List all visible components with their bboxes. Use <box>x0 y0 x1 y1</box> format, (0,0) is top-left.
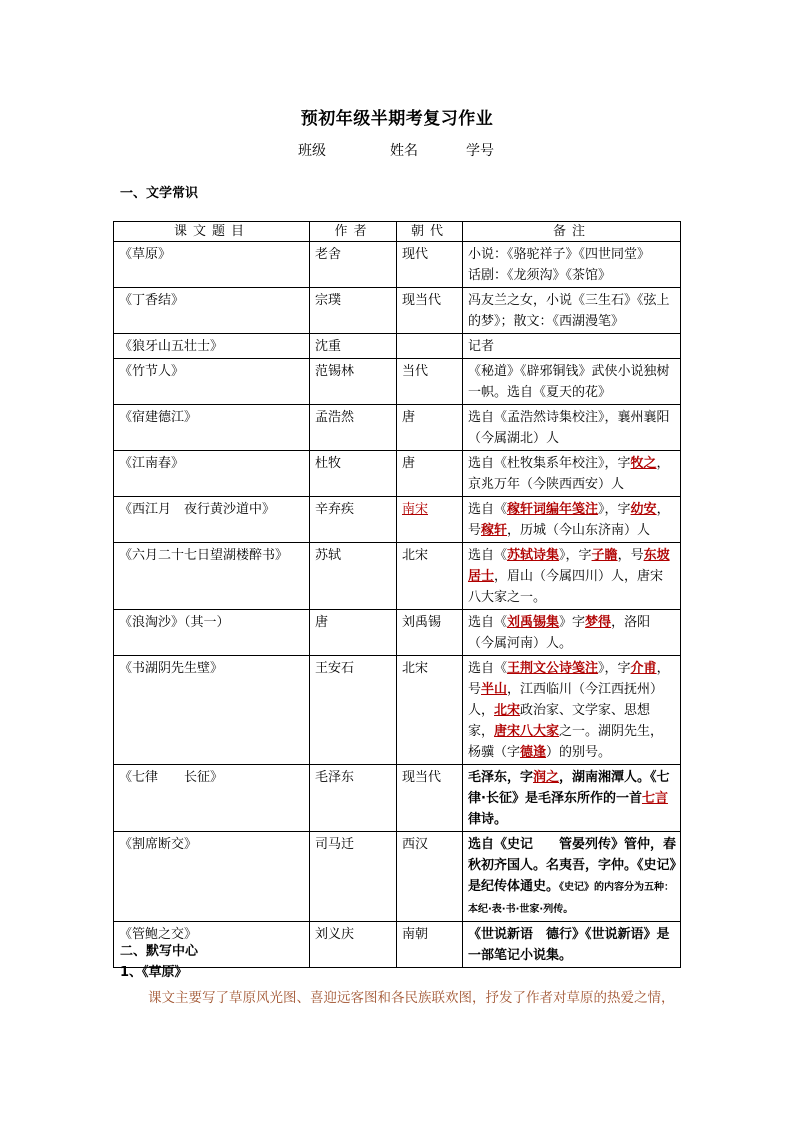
table-row <box>114 765 681 832</box>
cell-dynasty: 北宋 <box>397 656 463 765</box>
cell-note: 记者 <box>463 334 681 359</box>
table-row <box>114 922 681 968</box>
cell-dynasty: 西汉 <box>397 832 463 922</box>
cell-note: 冯友兰之女，小说《三生石》《弦上的梦》；散文：《西湖漫笔》 <box>463 288 681 334</box>
note-highlight: 幼安 <box>630 502 657 517</box>
header-author: 作者 <box>310 222 397 242</box>
cell-author: 范锡林 <box>310 359 397 405</box>
note-text: 毛泽东，字 <box>468 770 534 785</box>
note-highlight: 唐宋八大家 <box>494 724 560 739</box>
cell-note <box>463 451 681 497</box>
note-highlight: 刘禹锡集 <box>507 615 560 630</box>
class-label: 班级 <box>298 143 326 159</box>
table-row <box>114 832 681 922</box>
cell-title: 《草原》 <box>114 242 310 288</box>
summary-paragraph: 课文主要写了草原风光图、喜迎远客图和各民族联欢图，抒发了作者对草原的热爱之情， <box>148 990 675 1006</box>
cell-author: 辛弃疾 <box>310 497 397 543</box>
cell-title: 《狼牙山五壮士》 <box>114 334 310 359</box>
note-highlight: 梦得 <box>585 615 612 630</box>
cell-note <box>463 765 681 832</box>
note-text: ，江西临川（今江西抚州）人， <box>468 682 664 718</box>
note-text: 选自《 <box>468 502 508 517</box>
note-highlight: 介甫 <box>630 661 657 676</box>
note-text: ，洛阳（今属河南）人。 <box>468 615 651 651</box>
table-row <box>114 451 681 497</box>
table-row <box>114 610 681 656</box>
cell-dynasty: 现代 <box>397 242 463 288</box>
section-dictation-heading: 二、默写中心 <box>120 944 199 959</box>
page-title: 预初年级半期考复习作业 <box>300 109 494 129</box>
cell-note: 《世说新语 德行》《世说新语》是一部笔记小说集。 <box>463 922 681 968</box>
header-dynasty: 朝代 <box>397 222 463 242</box>
note-text: ，号 <box>617 548 644 563</box>
note-highlight: 稼轩 <box>481 523 508 538</box>
note-text: ，历城（今山东济南）人 <box>507 523 651 538</box>
header-note: 备注 <box>463 222 681 242</box>
cell-title: 《浪淘沙》（其一） <box>114 610 310 656</box>
table-row <box>114 242 681 288</box>
cell-dynasty: 刘禹锡 <box>397 610 463 656</box>
note-highlight: 王荆文公诗笺注 <box>507 661 599 676</box>
cell-dynasty: 南宋 <box>397 497 463 543</box>
note-text: ，号 <box>468 502 670 538</box>
cell-author: 王安石 <box>310 656 397 765</box>
cell-dynasty: 当代 <box>397 359 463 405</box>
note-small-text: 《史记》的内容分为五种：本纪·表·书·世家·列传。 <box>468 882 675 915</box>
name-label: 姓名 <box>390 143 418 159</box>
note-text: 》，字 <box>598 661 631 676</box>
cell-note: 选自《孟浩然诗集校注》，襄州襄阳（今属湖北）人 <box>463 405 681 451</box>
literature-table <box>113 221 681 968</box>
cell-title: 《六月二十七日望湖楼醉书》 <box>114 543 310 610</box>
note-text: 》字 <box>559 615 586 630</box>
note-text: 政治家、文学家、思想家， <box>468 703 651 739</box>
note-text: 选自《 <box>468 615 508 630</box>
note-text: 选自《杜牧集系年校注》，字 <box>468 456 631 471</box>
cell-author: 司马迁 <box>310 832 397 922</box>
note-highlight: 半山 <box>481 682 508 697</box>
cell-author: 刘义庆 <box>310 922 397 968</box>
cell-note <box>463 543 681 610</box>
table-row <box>114 359 681 405</box>
cell-dynasty: 南朝 <box>397 922 463 968</box>
note-text: 选自《史记 管晏列传》管仲，春秋初齐国人。名夷吾，字仲。《史记》是纪传体通史。 <box>468 837 677 894</box>
cell-note <box>463 242 681 288</box>
cell-author: 苏轼 <box>310 543 397 610</box>
cell-author: 宗璞 <box>310 288 397 334</box>
cell-title: 《书湖阴先生壁》 <box>114 656 310 765</box>
note-highlight: 北宋 <box>494 703 521 718</box>
cell-dynasty: 现当代 <box>397 288 463 334</box>
note-highlight: 德逢 <box>520 745 547 760</box>
table-row <box>114 288 681 334</box>
table-row <box>114 543 681 610</box>
cell-title: 《宿建德江》 <box>114 405 310 451</box>
note-highlight: 润之 <box>533 770 560 785</box>
id-label: 学号 <box>466 143 494 159</box>
cell-title: 《丁香结》 <box>114 288 310 334</box>
cell-title: 《割席断交》 <box>114 832 310 922</box>
note-text: ，号 <box>468 661 670 697</box>
cell-author: 老舍 <box>310 242 397 288</box>
note-text: 》，字 <box>559 548 592 563</box>
cell-title: 《西江月 夜行黄沙道中》 <box>114 497 310 543</box>
note-text: 话剧：《龙须沟》《茶馆》 <box>468 268 612 283</box>
section-literature-heading: 一、文学常识 <box>120 186 199 201</box>
cell-title: 《七律 长征》 <box>114 765 310 832</box>
cell-dynasty: 唐 <box>397 405 463 451</box>
note-text: 律诗。 <box>468 812 508 827</box>
note-highlight: 牧之 <box>630 456 657 471</box>
note-text: ，湖南湘潭人。《七律·长征》是毛泽东所作的一首 <box>468 770 670 806</box>
note-highlight: 稼轩词编年笺注 <box>507 502 599 517</box>
note-text: ）的别号。 <box>546 745 612 760</box>
note-text: 选自《 <box>468 548 508 563</box>
cell-title: 《管鲍之交》 <box>114 922 310 968</box>
cell-note <box>463 832 681 922</box>
cell-dynasty: 现当代 <box>397 765 463 832</box>
cell-note <box>463 656 681 765</box>
note-text: 》，字 <box>598 502 631 517</box>
item-caoyuan-heading: 1、《草原》 <box>120 965 188 980</box>
table-header-row <box>114 222 681 242</box>
note-highlight: 苏轼诗集 <box>507 548 560 563</box>
header-title: 课文题目 <box>114 222 310 242</box>
cell-dynasty: 北宋 <box>397 543 463 610</box>
table-row <box>114 334 681 359</box>
note-text: ，京兆万年（今陕西西安）人 <box>468 456 670 492</box>
cell-author: 沈重 <box>310 334 397 359</box>
note-highlight: 七言 <box>641 791 668 806</box>
note-text: ，眉山（今属四川）人，唐宋八大家之一。 <box>468 569 664 605</box>
note-highlight: 子瞻 <box>591 548 618 563</box>
cell-author: 杜牧 <box>310 451 397 497</box>
cell-title: 《江南春》 <box>114 451 310 497</box>
table-row <box>114 656 681 765</box>
note-text: 之一。湖阴先生，杨骥（字 <box>468 724 664 760</box>
cell-author: 毛泽东 <box>310 765 397 832</box>
cell-dynasty <box>397 334 463 359</box>
cell-author: 唐 <box>310 610 397 656</box>
table-row <box>114 497 681 543</box>
table-row <box>114 405 681 451</box>
note-highlight: 东坡居士 <box>468 548 670 584</box>
cell-title: 《竹节人》 <box>114 359 310 405</box>
cell-note <box>463 497 681 543</box>
note-text: 选自《 <box>468 661 508 676</box>
cell-author: 孟浩然 <box>310 405 397 451</box>
cell-note: 《秘道》《辟邪铜钱》武侠小说独树一帜。选自《夏天的花》 <box>463 359 681 405</box>
cell-note <box>463 610 681 656</box>
cell-dynasty: 唐 <box>397 451 463 497</box>
note-text: 小说：《骆驼祥子》《四世同堂》 <box>468 247 651 262</box>
